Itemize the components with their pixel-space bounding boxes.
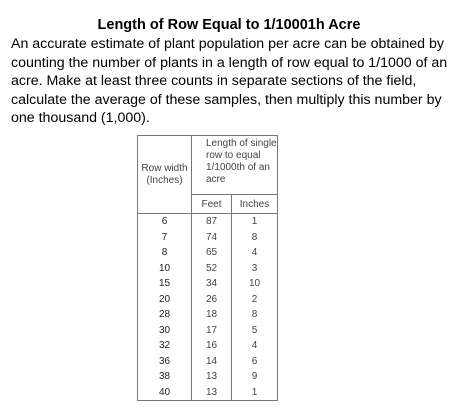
paragraph-line: one thousand (1,000). — [11, 110, 150, 127]
row-width-cell: 8 — [138, 245, 192, 261]
table-row — [138, 307, 278, 323]
table-row — [138, 261, 278, 277]
inches-cell: 6 — [232, 354, 278, 370]
row-width-header-line: Row width — [141, 162, 188, 174]
inches-cell: 3 — [232, 261, 278, 277]
inches-cell: 4 — [232, 245, 278, 261]
table-row — [138, 276, 278, 292]
row-width-cell: 30 — [138, 323, 192, 339]
row-width-cell: 6 — [138, 214, 192, 230]
table-body — [138, 214, 278, 401]
table-row — [138, 354, 278, 370]
row-width-cell: 20 — [138, 292, 192, 308]
paragraph-line: calculate the average of these samples, then multiply this number by — [11, 91, 442, 108]
inches-header: Inches — [232, 195, 278, 214]
feet-cell: 87 — [192, 214, 232, 230]
row-width-cell: 7 — [138, 230, 192, 246]
row-width-cell: 32 — [138, 338, 192, 354]
feet-header: Feet — [192, 195, 232, 214]
row-length-table — [137, 135, 278, 401]
row-width-cell: 28 — [138, 307, 192, 323]
table-row — [138, 245, 278, 261]
length-header — [192, 136, 278, 195]
length-header-line: row to equal — [206, 150, 261, 161]
table-row — [138, 323, 278, 339]
paragraph-line: acre. Make at least three counts in separate sections of the field, — [11, 73, 417, 90]
inches-cell: 8 — [232, 230, 278, 246]
row-width-cell: 36 — [138, 354, 192, 370]
feet-cell: 13 — [192, 385, 232, 401]
table-row — [138, 385, 278, 401]
inches-cell: 2 — [232, 292, 278, 308]
length-header-line: 1/1000th of an — [206, 162, 270, 173]
document-title: Length of Row Equal to 1/10001h Acre — [97, 17, 361, 33]
inches-cell: 9 — [232, 369, 278, 385]
inches-cell: 8 — [232, 307, 278, 323]
paragraph-line: An accurate estimate of plant population per acre can be obtained by — [11, 36, 445, 52]
inches-cell: 4 — [232, 338, 278, 354]
table-row — [138, 369, 278, 385]
feet-cell: 16 — [192, 338, 232, 354]
paragraph-line: counting the number of plants in a length of row equal to 1/1000 of an — [11, 54, 448, 71]
length-header-line: Length of single — [206, 138, 277, 149]
row-width-header — [138, 136, 192, 214]
feet-cell: 14 — [192, 354, 232, 370]
table-row — [138, 292, 278, 308]
feet-cell: 26 — [192, 292, 232, 308]
table-row — [138, 230, 278, 246]
row-width-cell: 10 — [138, 261, 192, 277]
inches-cell: 10 — [232, 276, 278, 292]
row-width-cell: 40 — [138, 385, 192, 401]
table-row — [138, 338, 278, 354]
feet-cell: 65 — [192, 245, 232, 261]
row-width-cell: 38 — [138, 369, 192, 385]
table-row — [138, 214, 278, 230]
length-header-line: acre — [206, 174, 226, 185]
inches-cell: 1 — [232, 385, 278, 401]
inches-cell: 1 — [232, 214, 278, 230]
feet-cell: 17 — [192, 323, 232, 339]
inches-cell: 5 — [232, 323, 278, 339]
row-width-cell: 15 — [138, 276, 192, 292]
feet-cell: 18 — [192, 307, 232, 323]
feet-cell: 13 — [192, 369, 232, 385]
feet-cell: 34 — [192, 276, 232, 292]
instruction-paragraph — [11, 35, 451, 128]
row-width-header-line: (Inches) — [146, 174, 183, 186]
feet-cell: 52 — [192, 261, 232, 277]
feet-cell: 74 — [192, 230, 232, 246]
